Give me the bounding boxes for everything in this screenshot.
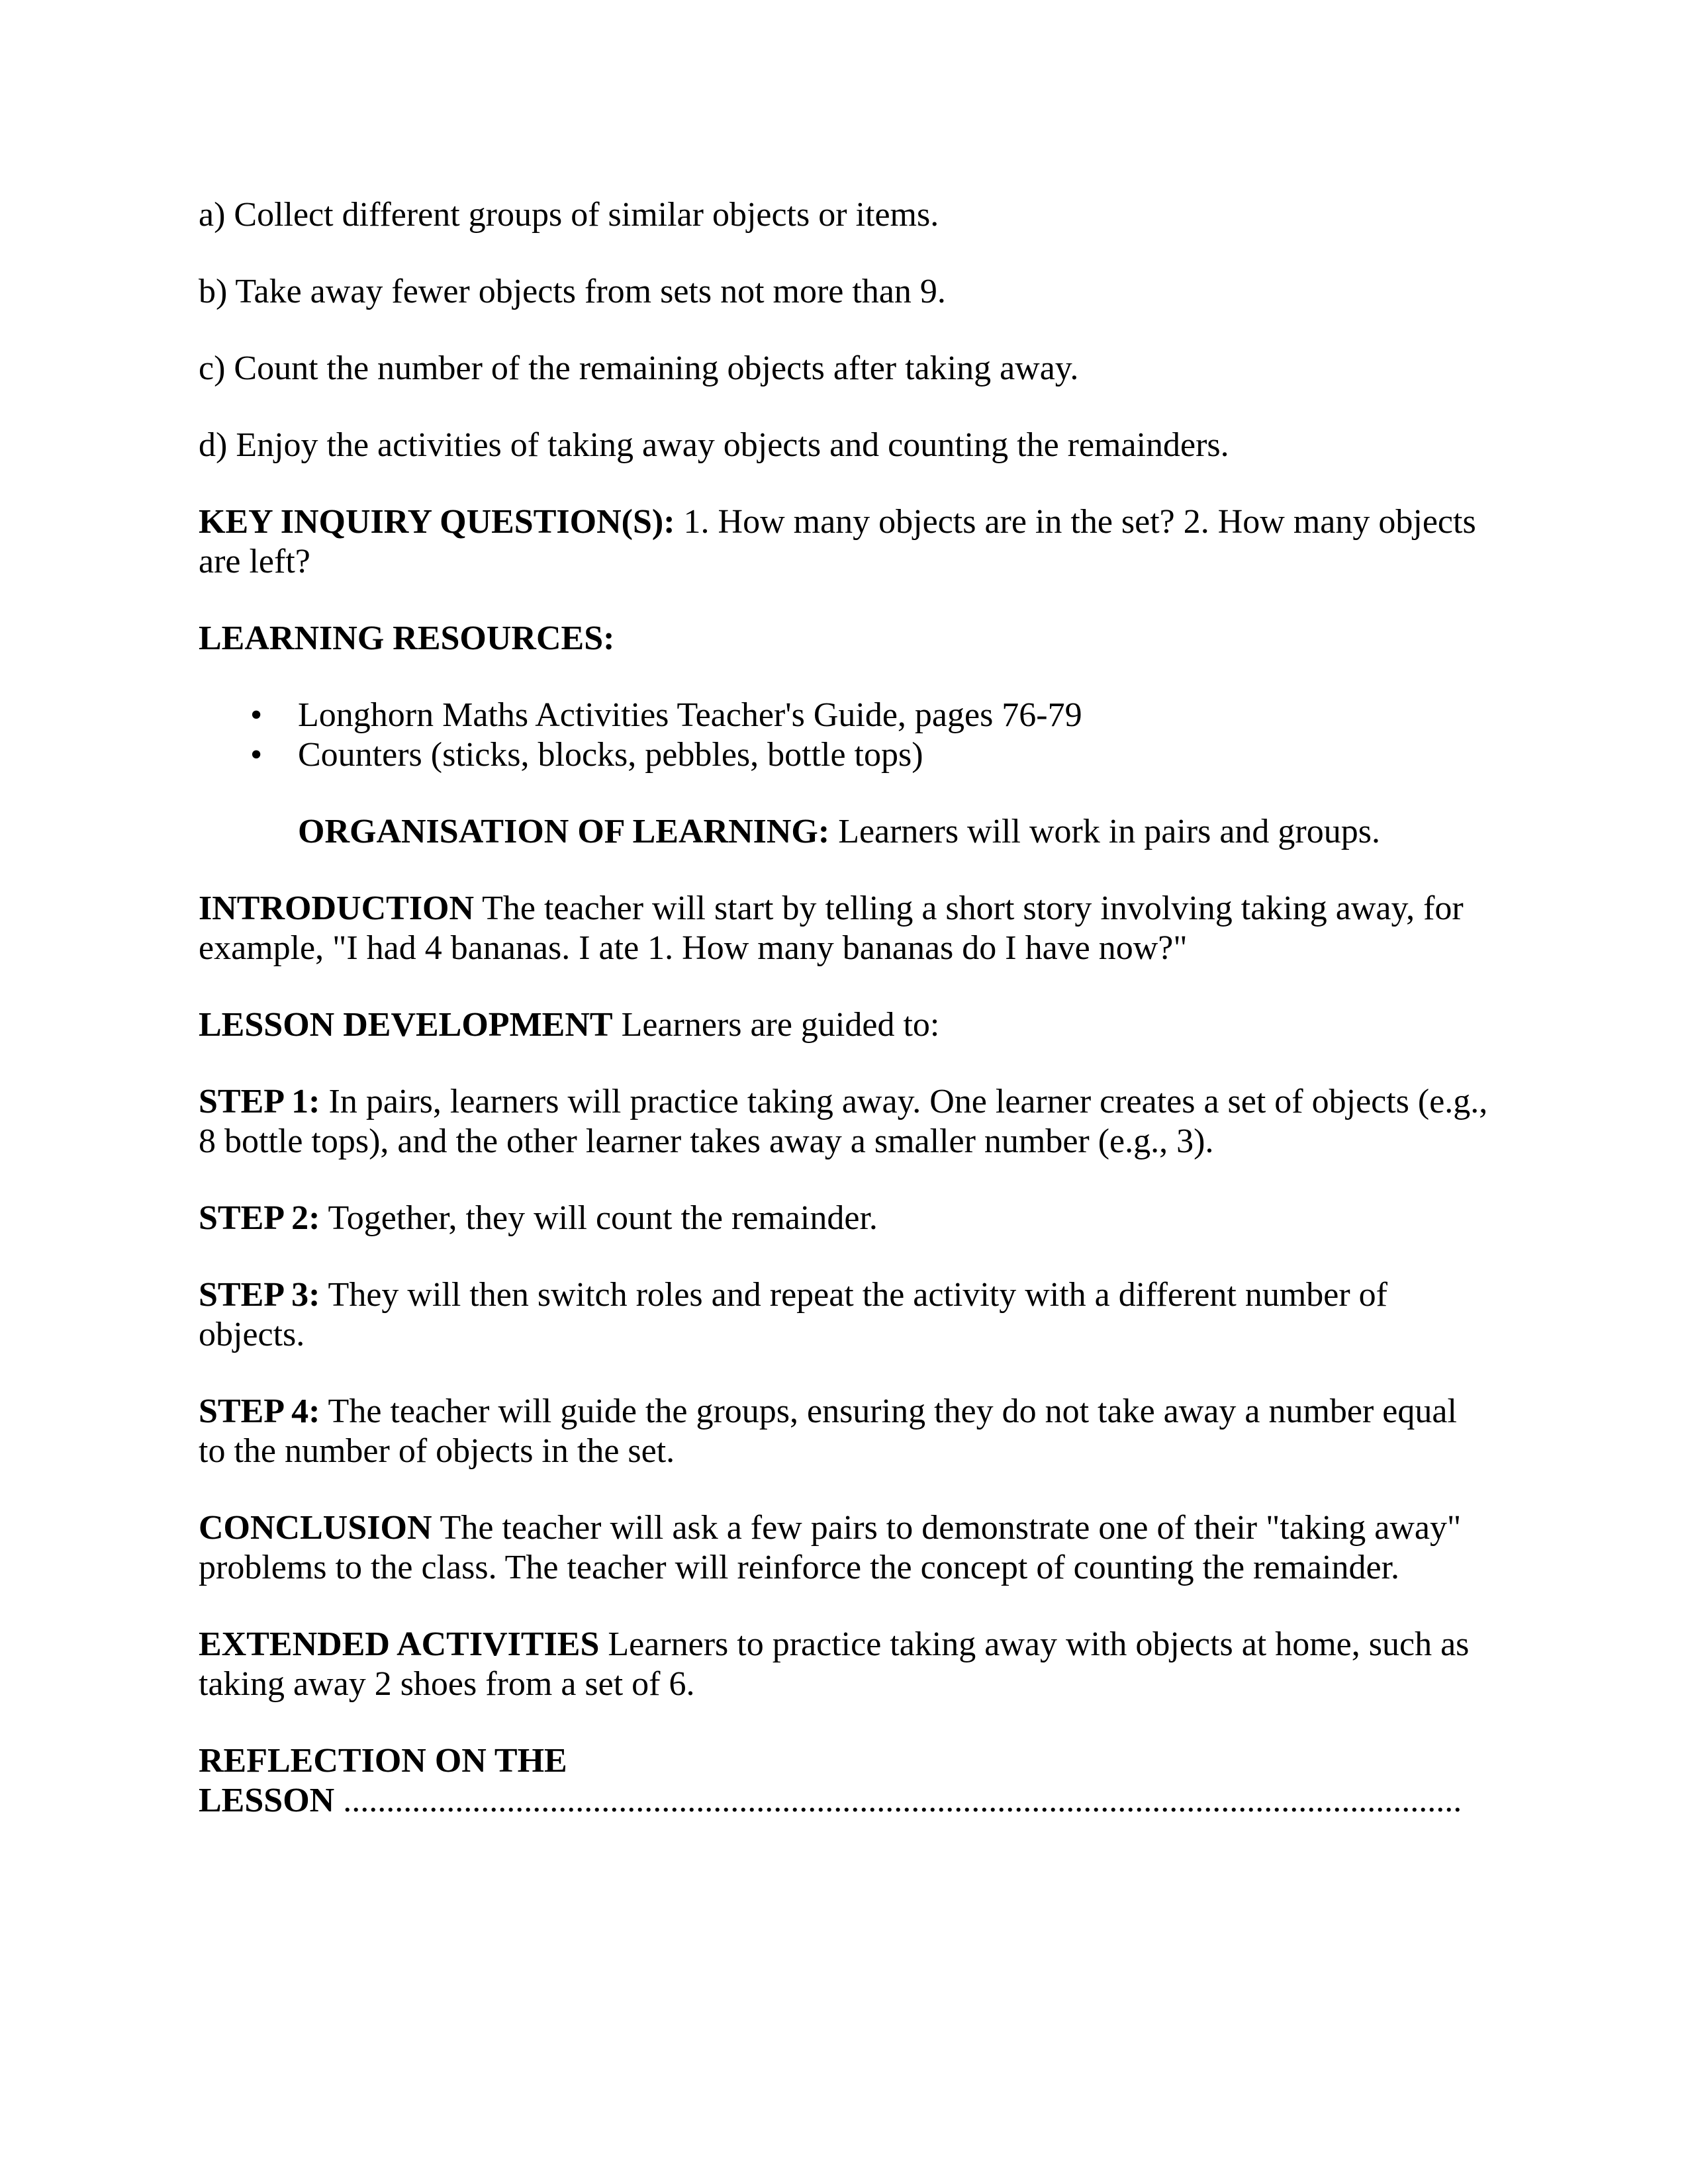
reflection-label-line1: REFLECTION ON THE (199, 1742, 567, 1780)
objective-a: a) Collect different groups of similar objects or items. (199, 196, 939, 234)
organisation-label: ORGANISATION OF LEARNING: (298, 813, 830, 850)
extended-activities-label: EXTENDED ACTIVITIES (199, 1625, 600, 1663)
conclusion-text: The teacher will ask a few pairs to demonstrate one of their "taking away" problems to the class. The teacher will reinforce the concept of counting the remainder. (199, 1509, 1462, 1586)
reflection-dotted-line: .................................................................................................................................. (343, 1782, 1462, 1819)
list-item-teachers-guide: • Longhorn Maths Activities Teacher's Guide, pages 76-79 (298, 696, 1489, 735)
step-2-label: STEP 2: (199, 1199, 320, 1237)
extended-activities-paragraph (199, 1625, 1489, 1704)
conclusion-paragraph (199, 1508, 1489, 1588)
key-inquiry-text: 1. How many objects are in the set? 2. How many objects are left? (199, 503, 1476, 580)
list-item-counters: • Counters (sticks, blocks, pebbles, bottle tops) (298, 735, 1489, 775)
learning-resources-heading (199, 619, 1489, 659)
extended-activities-text: Learners to practice taking away with objects at home, such as taking away 2 shoes from a set of 6. (199, 1625, 1470, 1703)
organisation-text: Learners will work in pairs and groups. (829, 813, 1380, 850)
objective-c: c) Count the number of the remaining objects after taking away. (199, 349, 1079, 387)
key-inquiry-paragraph (199, 502, 1489, 582)
step-1-label: STEP 1: (199, 1083, 320, 1120)
introduction-text: The teacher will start by telling a short story involving taking away, for example, "I had 4 bananas. I ate 1. How many bananas do I have now?" (199, 889, 1464, 967)
step-4-label: STEP 4: (199, 1392, 320, 1430)
learning-resources-list (199, 696, 1489, 775)
step-2-text: Together, they will count the remainder. (320, 1199, 878, 1237)
step-1-text: In pairs, learners will practice taking away. One learner creates a set of objects (e.g., 8 bottle tops), and the other learner takes away a smaller number (e.g., 3). (199, 1083, 1488, 1160)
lesson-development-text: Learners are guided to: (612, 1006, 940, 1044)
introduction-paragraph (199, 889, 1489, 968)
organisation-paragraph (298, 812, 1489, 852)
objective-b: b) Take away fewer objects from sets not more than 9. (199, 273, 946, 310)
step-2-paragraph (199, 1199, 1489, 1238)
step-3-label: STEP 3: (199, 1276, 320, 1314)
lesson-development-label: LESSON DEVELOPMENT (199, 1006, 613, 1044)
learning-resources-heading-label: LEARNING RESOURCES: (199, 619, 615, 657)
step-1-paragraph (199, 1082, 1489, 1161)
reflection-label-line2: LESSON (199, 1782, 335, 1819)
reflection-lesson-line (199, 1782, 1462, 1819)
reflection-paragraph (199, 1741, 1489, 1821)
step-4-paragraph (199, 1392, 1489, 1471)
key-inquiry-label: KEY INQUIRY QUESTION(S): (199, 503, 675, 541)
lesson-development-paragraph (199, 1005, 1489, 1045)
objective-d: d) Enjoy the activities of taking away objects and counting the remainders. (199, 426, 1229, 464)
step-3-paragraph (199, 1275, 1489, 1355)
introduction-label: INTRODUCTION (199, 889, 475, 927)
conclusion-label: CONCLUSION (199, 1509, 432, 1547)
step-3-text: They will then switch roles and repeat the activity with a different number of objects. (199, 1276, 1387, 1353)
step-4-text: The teacher will guide the groups, ensuring they do not take away a number equal to the number of objects in the set. (199, 1392, 1457, 1470)
